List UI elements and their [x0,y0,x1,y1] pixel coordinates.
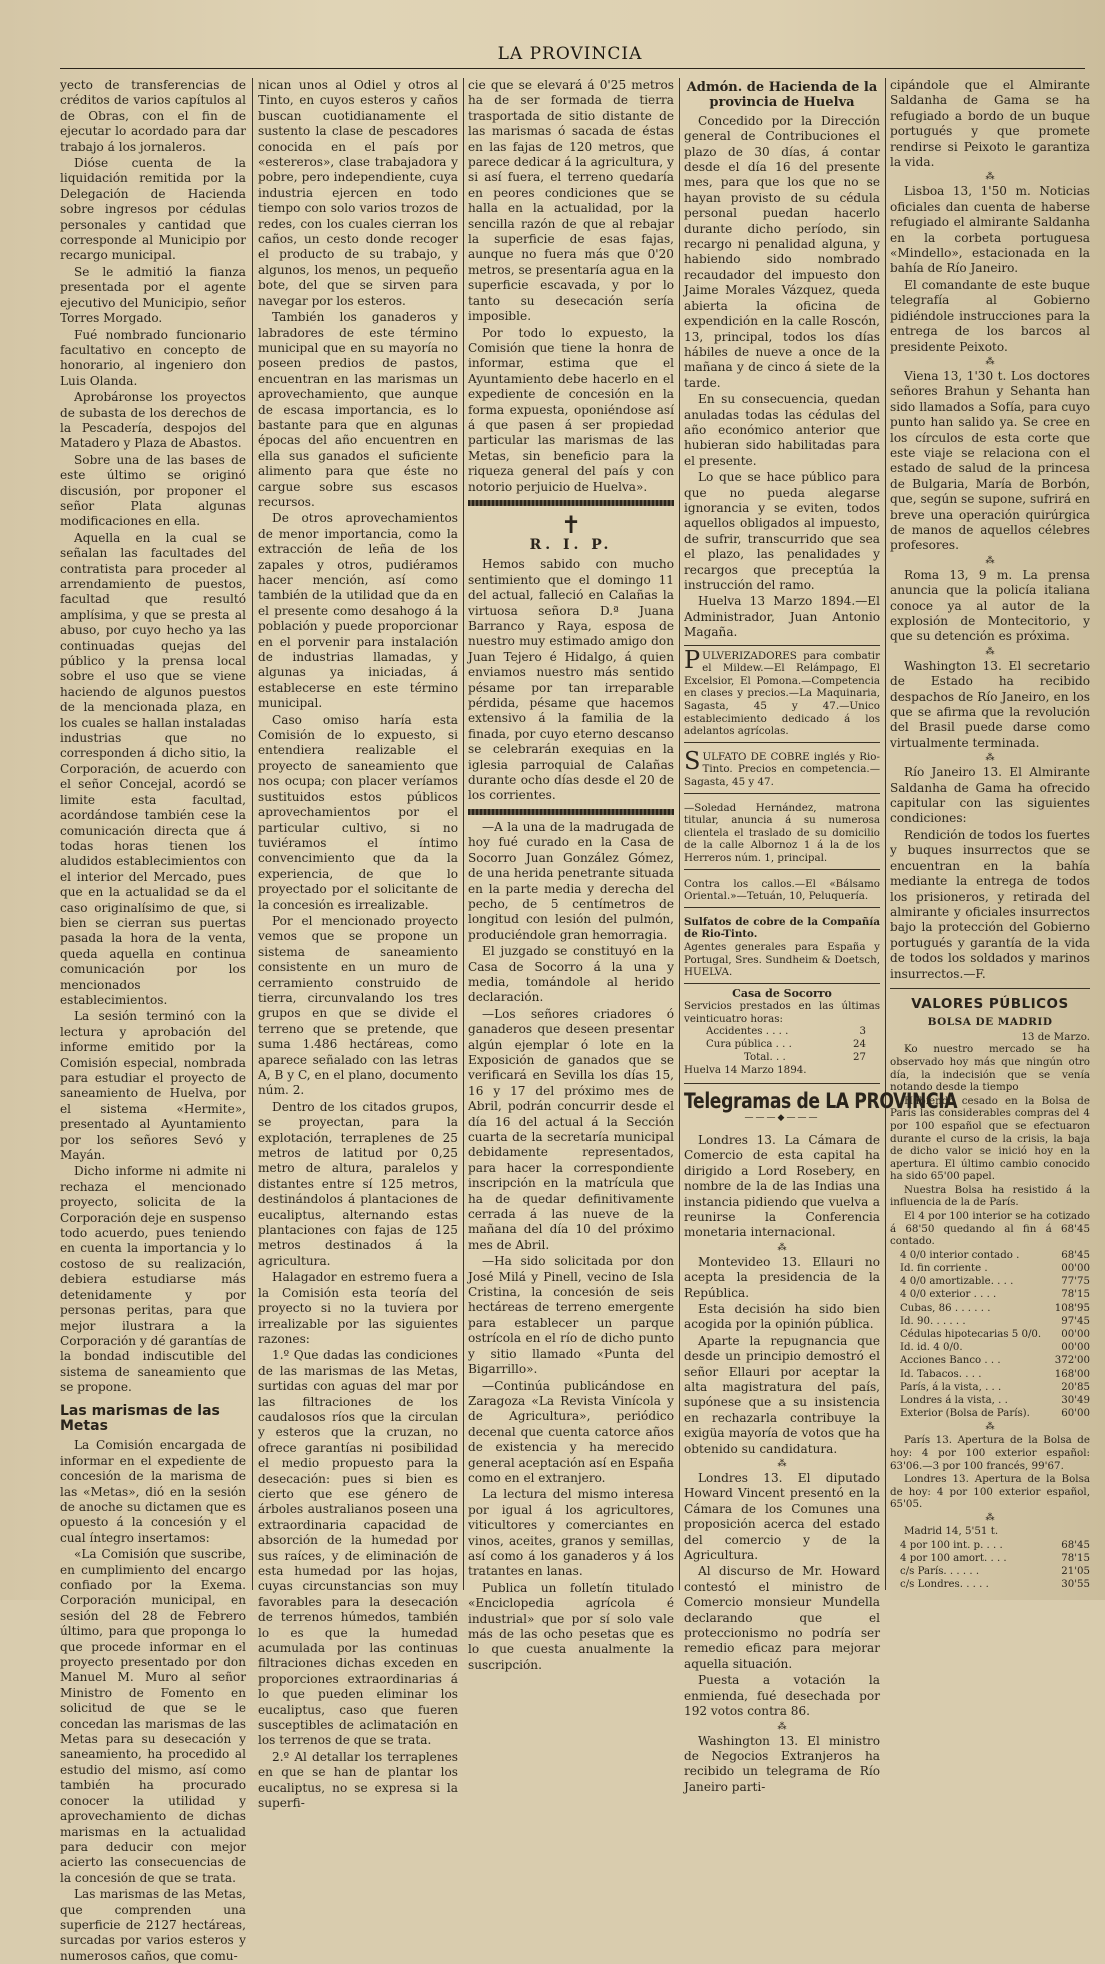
telegram: Rendición de todos los fuertes y buques insurrectos que se encuentran en la bahía mediante la entrega de todos los prisioneros, y retirada del almirante y oficiales insurrectos bajo la protección del Gobierno portugués y garantía de la vida de todos los soldados y marinos insurrectos.—F. [890,827,1090,981]
quote-label: c/s París. . . . . . [900,1566,980,1578]
quote-row [890,1354,1090,1367]
quote-label: Id. fin corriente . [900,1263,988,1275]
paragraph: Aprobáronse los proyectos de subasta de los derechos de la Pescadería, despojos del Matadero y Plaza de Abastos. [60,390,246,451]
paragraph: —Ha sido solicitada por don José Milá y Pinell, vecino de Isla Cristina, la concesión de seis hectáreas de terreno emergente para establecer un parque ostrícola en el río de dicho punto y sitio llamado «Punta del Bigarrillo». [468,1254,674,1377]
separator [890,988,1090,989]
asterism: ⁂ [985,1422,995,1433]
paragraph: Publica un folletín titulado «Enciclopedia agrícola é industrial» que por sí solo vale más de las ocho pesetas que es lo que cuesta anualmente la suscripción. [468,1580,674,1672]
quote-value: 30'55 [1061,1579,1090,1591]
paragraph: En su consecuencia, quedan anuladas todas las cédulas del año económico anterior que hubieran sido habilitadas para el presente. [684,392,880,468]
paragraph: Huelva 13 Marzo 1894.—El Administrador, Juan Antonio Magaña. [684,594,880,640]
quote-row [890,1262,1090,1275]
row-label: Accidentes . . . . [706,1026,789,1038]
market-note: París 13. Apertura de la Bolsa de hoy: 4 por 100 exterior español: 63'06.—3 por 100 francés, 99'67. [890,1434,1090,1472]
quote-label: 4 por 100 int. p. . . . [900,1539,1003,1551]
quote-label: Id. Tabacos. . . . [900,1368,982,1380]
ornament: ———◆——— [744,1113,820,1124]
market-note: Nuestra Bolsa ha resistido á la influencia de la de París. [890,1183,1090,1209]
market-note: Londres 13. Apertura de la Bolsa de hoy: 4 por 100 exterior español, 65'05. [890,1473,1090,1511]
quote-value: 20'85 [1061,1381,1090,1393]
socorro-row [684,1038,880,1051]
quote-value: 00'00 [1061,1342,1090,1354]
telegram: Viena 13, 1'30 t. Los doctores señores Brahun y Sehanta han sido llamados a Sofía, para cuyo punto han salido ya. Se cree en los círculos de esta corte que este viaje se relaciona con el estado de salud de la princesa de Bulgaria, María de Borbón, que, según se supone, sufrirá en breve una operación quirúrgica de manos de aquellos célebres profesores. [890,368,1090,553]
paragraph: Caso omiso haría esta Comisión de lo expuesto, si entendiera realizable el proyecto de saneamiento que nos ocupa; con placer veríamos sustituidos estos públicos aprovechamientos por el particular cultivo, si no tuviéramos el íntimo convencimiento que da la experiencia, de que lo proyectado por el solicitante de la concesión es irrealizable. [258,712,458,912]
quote-row [890,1341,1090,1354]
paragraph: Concedido por la Dirección general de Contribuciones el plazo de 30 días, á contar desde el día 16 del presente mes, para que los que no se hayan provisto de su cédula personal puedan hacerlo durante dicho período, sin recargo ni penalidad alguna, y habiendo sido nombrado recaudador del impuesto don Jaime Morales Vázquez, queda abierta la oficina de expendición en la calle Roscón, 13, principal, todos los días hábiles de nueve a once de la mañana y de cinco á siete de la tarde. [684,113,880,390]
asterism: ⁂ [985,172,995,183]
socorro-row [684,1051,880,1064]
column-divider [463,78,464,1590]
paragraph: «La Comisión que suscribe, en cumplimiento del encargo confiado por la Exema. Corporación municipal, en sesión del 28 de Febrero último, para que proponga lo que procede informar en el proyecto presentado por don Manuel M. Muro al señor Ministro de Fomento en solicitud de que se le concedan las marismas de las Metas para su desecación y saneamiento, ha procedido al estudio del mismo, así como también ha procurado conocer la utilidad y aprovechamiento de dichas marismas en la actualidad para deducir con mejor acierto las consecuencias de la concesión de que se trata. [60,1547,246,1885]
quote-value: 97'45 [1061,1315,1090,1327]
quotes-table [890,1539,1090,1592]
paragraph: Lo que se hace público para que no pueda alegarse ignorancia y se eviten, todos aquellos obligados al impuesto, de sufrir, transcurrido que sea el plazo, las penalidades y recargos que preceptúa la instrucción del ramo. [684,470,880,592]
paragraph: Por el mencionado proyecto vemos que se propone un sistema de saneamiento consistente en un muro de cerramiento construido de tierra, circunvalando los tres grupos en que se divide el terreno que se pretende, que suma 1.486 hectáreas, como aparece señalado con las letras A, B y C, en el plano, documento núm. 2. [258,913,458,1098]
quote-row [890,1394,1090,1407]
ad-text: —Soledad Hernández, matrona titular, anuncia á su numerosa clientela el traslado de su domicilio de la calle Albornoz 1 á la de los Herreros núm. 1, principal. [684,801,880,864]
paragraph: Dentro de los citados grupos, se proyectan, para la explotación, terraplenes de 25 metros de latitud por 0,25 metro de altura, paralelos y distantes entre sí 125 metros, destinándolos á plantaciones de eucaliptus, alternando estas plantaciones con fajas de 125 metros destinados á la agricultura. [258,1099,458,1268]
quote-label: Exterior (Bolsa de París). [900,1408,1030,1420]
telegram: Esta decisión ha sido bien acogida por la opinión pública. [684,1301,880,1332]
dropcap: P [684,645,701,674]
quote-row [890,1315,1090,1328]
paragraph: La sesión terminó con la lectura y aprobación del informe emitido por la Comisión especial, nombrada para estudiar el proyecto de saneamiento de Huelva, por el sistema «Hermite», presentado al Ayuntamiento por los señores Sevó y Mayán. [60,1009,246,1163]
quote-value: 78'15 [1061,1289,1090,1301]
column-5 [890,78,1090,1592]
advertisement [684,874,880,908]
paragraph: nican unos al Odiel y otros al Tinto, en cuyos esteros y caños buscan cuotidianamente el sustento la clase de pescadores conocida en el país por «estereros», clase trabajadora y pobre, pero independiente, cuya industria ejercen en todo tiempo con solo varios trozos de redes, con los cuales cierran los caños, un cesto donde recoger el producto de su trabajo, y algunos, los menos, un pequeño bote, del que se sirven para navegar por los esteros. [258,78,458,308]
paragraph: Hemos sabido con mucho sentimiento que el domingo 11 del actual, falleció en Calañas la virtuosa señora D.ª Juana Barranco y Raya, esposa de nuestro muy estimado amigo don Juan Tejero é Hidalgo, á quien enviamos nuestro más sentido pésame por tan irreparable pérdida, pésame que hacemos extensivo á la familia de la finada, por cuyo eterno descanso se celebrarán exequias en la iglesia parroquial de Calañas durante ocho días desde el 20 de los corrientes. [468,557,674,803]
paragraph: Se le admitió la fianza presentada por el agente ejecutivo del Municipio, señor Torres Morgado. [60,264,246,326]
cross-icon: ✝ [560,510,582,539]
asterism: ⁂ [985,646,995,657]
section-heading: Las marismas de las Metas [60,1402,220,1434]
separator [684,1083,880,1084]
quote-row [890,1302,1090,1315]
advertisement [684,798,880,870]
quote-row [890,1368,1090,1381]
asterism: ⁂ [985,555,995,566]
quote-label: 4 0/0 amortizable. . . . [900,1276,1014,1288]
market-note: Ko nuestro mercado se ha observado hoy más que ningún otro día, la indecisión que se venía notando desde la tiempo [890,1043,1090,1094]
telegram: Lisboa 13, 1'50 m. Noticias oficiales dan cuenta de haberse refugiado el almirante Saldanha en la corbeta portuguesa «Mindello», estacionada en la bahía de Río Janeiro. [890,184,1090,276]
row-value: 24 [853,1039,866,1051]
paragraph: —Los señores criadores ó ganaderos que deseen presentar algún ejemplar ó lote en la Exposición de ganados que se verificará en Sevilla los días 15, 16 y 17 del próximo mes de Abril, podrán concurrir desde el día 16 del actual á la Sección cuarta de la secretaría municipal debidamente representados, para hacer la correspondiente inscripción en la matrícula que ha de quedar definitivamente cerrada á las nueve de la mañana del día 10 del próximo mes de Abril. [468,1006,674,1252]
telegram: Aparte la repugnancia que desde un principio demostró el señor Ellauri por aceptar la alta magistratura del país, supónese que a su insistencia en rechazarla contribuye la exigüa mayoría de votos que ha obtenido su candidatura. [684,1333,880,1456]
quote-label: Cédulas hipotecarias 5 0/0. [900,1329,1042,1341]
market-note: Habiendo cesado en la Bolsa de París las considerables compras del 4 por 100 español que se efectuaron durante el curso de la crisis, la baja de dicho valor se inició hoy en la apertura. El último cambio conocido ha sido 65'00 papel. [890,1094,1090,1183]
bolsa-heading: BOLSA DE MADRID [927,1016,1053,1029]
paragraph: Por todo lo expuesto, la Comisión que tiene la honra de informar, estima que el Ayuntamiento debe hacerlo en el expediente de concesión en la forma expuesta, oponiéndose así á que pasen á ser propiedad particular las marismas de las Metas, sin beneficio para la riqueza general del país y con notorio perjuicio de Huelva». [468,325,674,494]
market-note: El 4 por 100 interior se ha cotizado á 68'50 quedando al fin á 68'45 contado. [890,1210,1090,1248]
quote-value: 77'75 [1061,1276,1090,1288]
masthead [60,44,1080,68]
quotes-table [890,1249,1090,1421]
quote-value: 78'15 [1061,1552,1090,1564]
quote-value: 372'00 [1054,1355,1090,1367]
ad-text: ULVERIZADORES para combatir el Mildew.—El Relámpago, El Excelsior, El Pomona.—Competencia en clases y precios.—La Maquinaria, Sagasta, 45 y 47.—Unico establecimiento dedicado á los adelantos agrícolas. [684,649,880,738]
quote-label: Acciones Banco . . . [900,1355,1001,1367]
row-value: 27 [853,1052,866,1064]
quote-row [890,1407,1090,1420]
column-divider [252,78,253,1590]
socorro-date: Huelva 14 Marzo 1894. [684,1064,807,1077]
column-2 [258,78,458,1811]
asterism: ⁂ [777,1459,787,1469]
socorro-title: Casa de Socorro [732,986,832,1000]
asterism: ⁂ [985,753,995,764]
paragraph: cipándole que el Almirante Saldanha de Gama se ha refugiado a bordo de un buque portugués y que promete rendirse si Peixoto le garantiza la vida. [890,78,1090,170]
paragraph: 1.º Que dadas las condiciones de las marismas de las Metas, surtidas con aguas del mar por las filtraciones de los caudalosos ríos que la circulan y esteros que la cruzan, no ofrece garantías ni posibilidad el medio propuesto para la desecación: pues si bien es cierto que ese género de árboles australianos poseen una extraordinaria capacidad de absorción de la humedad por sus raíces, y de eliminación de esta humedad por las hojas, cuyas circunstancias son muy favorables para la desecación de terrenos húmedos, también lo es que la humedad acumulada por las continuas filtraciones dichas exceden en proporciones extraordinarias á lo que pueden eliminar los eucaliptus, caso que fueren susceptibles de aclimatación en los terrenos de que se trata. [258,1348,458,1748]
quote-row [890,1552,1090,1565]
quote-row [890,1565,1090,1578]
column-divider [679,78,680,1590]
paragraph: Dióse cuenta de la liquidación remitida por la Delegación de Hacienda sobre ingresos por cédulas personales y cantidad que corresponde al Municipio por recargo municipal. [60,156,246,263]
advertisement [684,912,880,984]
quote-label: Id. id. 4 0/0. [900,1342,963,1354]
paragraph: El juzgado se constituyó en la Casa de Socorro á la una y media, tomándole al herido declaración. [468,944,674,1005]
asterism: ⁂ [985,356,995,367]
valores-heading: VALORES PÚBLICOS [911,995,1069,1012]
quote-row [890,1539,1090,1552]
ad-text: Contra los callos.—El «Bálsamo Oriental.»—Tetuán, 10, Peluquería. [684,877,880,903]
quote-label: Londres á la vista, . . [900,1395,1008,1407]
telegram: Puesta a votación la enmienda, fué desechada por 192 votos contra 86. [684,1673,880,1719]
quote-label: 4 0/0 exterior . . . . [900,1289,997,1301]
column-3 [468,78,674,1672]
telegram: Londres 13. La Cámara de Comercio de esta capital ha dirigido a Lord Rosebery, en nombre de la de las Indias una instancia pidiendo que vuelva a reunirse la Conferencia monetaria internacional. [684,1132,880,1240]
column-1 [60,78,246,1963]
quote-value: 168'00 [1054,1368,1090,1380]
dropcap: S [684,746,701,775]
paragraph: cie que se elevará á 0'25 metros ha de ser formada de tierra trasportada de sitio distante de las marismas ó sacada de éstas en las fajas de 120 metros, que parece dedicar á la agricultura, y si así fuera, el terreno quedaría en peores condiciones que se halla en la actualidad, por la sencilla razón de que al rebajar la superficie de esas fajas, aunque no fuera más que 0'20 metros, se presentaría agua en la superficie escavada, y por lo tanto su desecación sería imposible. [468,78,674,324]
paragraph: Sobre una de las bases de este último se originó discusión, por proponer el señor Plata algunas modificaciones en ella. [60,452,246,529]
telegram: Londres 13. El diputado Howard Vincent presentó en la Cámara de los Comunes una proposición acerca del estado del comercio y de la Agricultura. [684,1471,880,1563]
section-heading: Admón. de Hacienda de la provincia de Huelva [686,80,878,111]
ad-text: ULFATO DE COBRE inglés y Rio-Tinto. Precios en competencia.—Sagasta, 45 y 47. [684,750,880,788]
paragraph: Dicho informe ni admite ni rechaza el mencionado proyecto, solicita de la Corporación deje en suspenso todo acuerdo, pues teniendo en cuenta la importancia y lo costoso de su realización, debiera estudiarse más detenidamente y por personas peritas, para que mejor ilustrara a la Corporación y dé garantías de la bondad indiscutible del sistema de saneamiento que se propone. [60,1164,246,1395]
telegram: Roma 13, 9 m. La prensa anuncia que la policía italiana conoce ya al autor de la explosión de Montecitorio, y que su detención es próxima. [890,567,1090,644]
telegram: El comandante de este buque telegrafía al Gobierno pidiéndole instrucciones para la entrega de los barcos al presidente Peixoto. [890,277,1090,354]
quote-row [890,1578,1090,1591]
paragraph: 2.º Al detallar los terraplenes en que se han de plantar los eucaliptus, no se expresa si la superfi- [258,1749,458,1811]
telegram: Washington 13. El ministro de Negocios Extranjeros ha recibido un telegrama de Río Janeiro parti- [684,1733,880,1794]
quote-row [890,1275,1090,1288]
decorative-rule [468,500,674,506]
telegram: Montevideo 13. Ellauri no acepta la presidencia de la República. [684,1254,880,1300]
quote-value: 30'49 [1061,1395,1090,1407]
paragraph: Las marismas de las Metas, que comprenden una superficie de 2127 hectáreas, surcadas por varios esteros y numerosos caños, que comu- [60,1887,246,1963]
quote-value: 00'00 [1061,1263,1090,1275]
row-label: Cura pública . . . [706,1039,792,1051]
quote-label: c/s Londres. . . . . [900,1579,989,1591]
advertisement [684,645,880,743]
socorro-subtitle: Servicios prestados en las últimas veinticuatro horas: [684,1000,880,1025]
paragraph: Fué nombrado funcionario facultativo en concepto de honorario, al ingeniero don Luis Olanda. [60,327,246,388]
paragraph: La lectura del mismo interesa por igual á los agricultores, viticultores y comerciantes en vinos, aceites, granos y semillas, así como á los ganaderos y á los tratantes en lanas. [468,1487,674,1579]
paragraph: De otros aprovechamientos de menor importancia, como la extracción de leña de los zapales y otros, pudiéramos hacer mención, así como también de la utilidad que da en el presente como desahogo á la población y puede proporcionar en el porvenir para instalación de industrias llamadas, y algunas ya iniciadas, á establecerse en este término municipal. [258,511,458,711]
quote-value: 68'45 [1061,1539,1090,1551]
market-note: Madrid 14, 5'51 t. [904,1525,999,1538]
paragraph: Halagador en estremo fuera a la Comisión esta teoría del proyecto si no la tuviera por irrealizable por las siguientes razones: [258,1270,458,1346]
quote-value: 00'00 [1061,1329,1090,1341]
row-value: 3 [859,1026,866,1038]
quote-label: 4 0/0 interior contado . [900,1249,1020,1261]
socorro-row [684,1025,880,1038]
quote-row [890,1381,1090,1394]
quote-label: Cubas, 86 . . . . . . [900,1302,991,1314]
paragraph: También los ganaderos y labradores de este término municipal que en su mayoría no poseen predios de pastos, encuentran en las marismas un aprovechamiento, que aunque de escasa importancia, es lo bastante para que en algunas épocas del año encuentren en ella sus ganados el suficiente alimento para que éste no cargue sobre sus escasos recursos. [258,310,458,509]
advertisement [684,747,880,794]
ad-text: Agentes generales para España y Portugal, Sres. Sundheim & Doetsch, HUELVA. [684,940,880,979]
paragraph: —A la una de la madrugada de hoy fué curado en la Casa de Socorro Juan González Gómez, de una herida penetrante situada en la parte media y derecha del pecho, de 5 centímetros de longitud con lesión del pulmón, produciéndole gran hemorragia. [468,819,674,942]
telegram: Al discurso de Mr. Howard contestó el ministro de Comercio monsieur Mundella declarando que el proteccionismo no podría ser remedio eficaz para mejorar aquella situación. [684,1564,880,1671]
header-rule [60,68,1085,69]
telegram: Río Janeiro 13. El Almirante Saldanha de Gama ha ofrecido capitular con las siguientes condiciones: [890,765,1090,826]
quote-label: 4 por 100 amort. . . . [900,1552,1007,1564]
row-label: Total. . . [744,1052,786,1064]
paragraph: —Continúa publicándose en Zaragoza «La Revista Vinícola y de Agricultura», periódico decenal que cuenta catorce años de existencia y ha merecido general aceptación así en España como en el extranjero. [468,1378,674,1485]
obituary-heading: R. I. P. [529,536,613,553]
paragraph: yecto de transferencias de créditos de varios capítulos al de Obras, con el fin de ejecutar lo acordado para dar trabajo á los jornaleros. [60,78,246,154]
quote-row [890,1328,1090,1341]
page-title: LA PROVINCIA [497,44,643,64]
quote-row [890,1249,1090,1262]
quote-label: París, á la vista, . . . [900,1381,1002,1393]
telegramas-heading: Telegramas de LA PROVINCIA [684,1089,958,1114]
asterism: ⁂ [777,1242,787,1253]
casa-socorro [684,988,880,1077]
quote-label: Id. 90. . . . . . [900,1315,966,1327]
column-divider [885,78,886,1590]
asterism: ⁂ [985,1513,995,1524]
telegram: Washington 13. El secretario de Estado ha recibido despachos de Río Janeiro, en los que se afirma que la revolución del Brasil puede darse como virtualmente terminada. [890,658,1090,750]
bolsa-date: 13 de Marzo. [1021,1030,1090,1043]
quote-value: 108'95 [1054,1302,1090,1314]
paragraph: Aquella en la cual se señalan las facultades del contratista para proceder al arrendamiento de puestos, facultad que resultó amplísima, y que se presta al abuso, por cuyo hecho ya las continuadas quejas del público y la prensa local sobre el uso que se viene haciendo de algunos puestos de la mencionada plaza, en los cuales se hallan instaladas industrias que no corresponden á dicho sitio, la Corporación, de acuerdo con el señor Concejal, acordó se limite esta facultad, acordándose también cese la comunicación directa que á todas horas tienen los aludidos establecimientos con el interior del Mercado, pues que en la actualidad se da el caso originalísimo de que, si bien se cierran sus puertas pasada la hora de la venta, queda aquella en continua comunicación por los mencionados establecimientos. [60,530,246,1007]
ad-title: Sulfatos de cobre de la Compañía de Rio-Tinto. [684,915,880,941]
decorative-rule [468,809,674,815]
asterism: ⁂ [777,1721,787,1732]
quote-value: 68'45 [1061,1249,1090,1261]
quote-value: 21'05 [1061,1566,1090,1578]
paragraph: La Comisión encargada de informar en el expediente de concesión de la marisma de las «Metas», dió en la sesión de anoche su dictamen que es opuesto á la concesión y el cual íntegro insertamos: [60,1438,246,1545]
quote-row [890,1288,1090,1301]
quote-value: 60'00 [1061,1408,1090,1420]
